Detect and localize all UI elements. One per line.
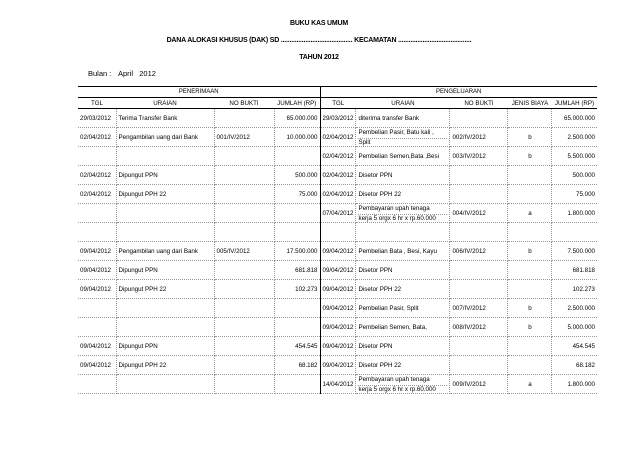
ledger-row xyxy=(78,109,597,128)
document-year: TAHUN 2012 xyxy=(299,54,339,61)
expense-date: 29/03/2012 xyxy=(320,109,356,128)
receipt-amount xyxy=(274,299,320,318)
expense-description-line: Pembelian Pasir, Batu kali , xyxy=(358,128,434,136)
receipt-voucher-number xyxy=(214,109,274,128)
expense-description-line-2: kerja 5 orgx 6 hr x rp.60.000 xyxy=(358,214,447,222)
expense-description-line: Disetor PPN xyxy=(358,171,393,179)
receipt-voucher-number: 001/IV/2012 xyxy=(214,128,274,147)
expense-date: 09/04/2012 xyxy=(320,318,356,337)
expense-voucher-number: 004/IV/2012 xyxy=(450,204,508,223)
receipt-voucher-number xyxy=(214,280,274,299)
receipt-amount: 17.500.000 xyxy=(274,242,320,261)
expense-description xyxy=(356,185,450,204)
receipt-date xyxy=(78,204,116,223)
expense-date: 09/04/2012 xyxy=(320,242,356,261)
expense-description-line-2: Split xyxy=(358,138,447,146)
expense-amount: 5.500.000 xyxy=(552,147,597,166)
expense-voucher-number: 007/IV/2012 xyxy=(450,299,508,318)
expense-description-line: Disetor PPN xyxy=(358,342,393,350)
expense-description-line: diterima transfer Bank xyxy=(358,114,419,122)
receipt-voucher-number xyxy=(214,166,274,185)
receipt-date xyxy=(78,147,116,166)
receipt-voucher-number xyxy=(214,261,274,280)
expense-cost-type: a xyxy=(508,375,552,394)
expense-voucher-number xyxy=(450,337,508,356)
ledger-row xyxy=(78,223,597,242)
expense-cost-type xyxy=(508,261,552,280)
expense-cost-type: b xyxy=(508,147,552,166)
expense-date: 09/04/2012 xyxy=(320,299,356,318)
expense-voucher-number: 002/IV/2012 xyxy=(450,128,508,147)
ledger-row xyxy=(78,166,597,185)
receipt-description: Dipungut PPN xyxy=(116,261,214,280)
expense-description xyxy=(356,147,450,166)
expense-date: 02/04/2012 xyxy=(320,166,356,185)
cash-ledger-table xyxy=(78,86,597,394)
period-label: Bulan : xyxy=(88,69,112,78)
receipt-voucher-number xyxy=(214,318,274,337)
expense-voucher-number xyxy=(450,109,508,128)
receipt-description xyxy=(116,318,214,337)
expense-voucher-number: 006/IV/2012 xyxy=(450,242,508,261)
expense-amount: 75.000 xyxy=(552,185,597,204)
ledger-row xyxy=(78,242,597,261)
receipt-date xyxy=(78,375,116,394)
receipt-voucher-number xyxy=(214,185,274,204)
receipt-description: Dipungut PPH 22 xyxy=(116,185,214,204)
receipt-date xyxy=(78,223,116,242)
period-value: April 2012 xyxy=(118,69,156,78)
receipt-amount xyxy=(274,223,320,242)
receipt-voucher-number xyxy=(214,337,274,356)
expense-date: 09/04/2012 xyxy=(320,337,356,356)
expense-amount: 1.800.000 xyxy=(552,204,597,223)
expense-description xyxy=(356,204,450,223)
receipt-description: Pengambilan uang dari Bank xyxy=(116,128,214,147)
receipts-section-label: PENERIMAAN xyxy=(78,87,320,98)
col-header-expense-date: TGL xyxy=(320,98,356,109)
expense-description xyxy=(356,337,450,356)
col-header-expense-amount: JUMLAH (RP) xyxy=(552,98,597,109)
receipt-voucher-number xyxy=(214,223,274,242)
receipt-description: Dipungut PPN xyxy=(116,337,214,356)
expense-cost-type: a xyxy=(508,204,552,223)
receipt-amount xyxy=(274,204,320,223)
expense-amount: 2.500.000 xyxy=(552,128,597,147)
ledger-row xyxy=(78,261,597,280)
receipt-amount: 68.182 xyxy=(274,356,320,375)
expense-voucher-number xyxy=(450,166,508,185)
receipt-voucher-number xyxy=(214,356,274,375)
expense-description xyxy=(356,261,450,280)
expense-description-line: Disetor PPN xyxy=(358,266,393,274)
receipt-amount xyxy=(274,318,320,337)
document-subtitle: DANA ALOKASI KHUSUS (DAK) SD ......................................... KECAMATAN .......................................... xyxy=(166,37,472,44)
expense-cost-type: b xyxy=(508,242,552,261)
col-header-expense-voucher: NO BUKTI xyxy=(450,98,508,109)
expense-date: 09/04/2012 xyxy=(320,261,356,280)
col-header-expense-description: URAIAN xyxy=(356,98,450,109)
receipt-date: 02/04/2012 xyxy=(78,128,116,147)
expense-date: 09/04/2012 xyxy=(320,356,356,375)
ledger-row xyxy=(78,280,597,299)
receipt-amount: 65.000.000 xyxy=(274,109,320,128)
expense-voucher-number xyxy=(450,185,508,204)
expense-description xyxy=(356,223,450,242)
col-header-receipt-description: URAIAN xyxy=(116,98,214,109)
expense-description-line: Pembelian Semen, Bata, xyxy=(358,323,427,331)
receipt-amount xyxy=(274,147,320,166)
expense-date: 09/04/2012 xyxy=(320,280,356,299)
receipt-description: Dipungut PPH 22 xyxy=(116,280,214,299)
expense-amount: 681.818 xyxy=(552,261,597,280)
col-header-receipt-amount: JUMLAH (RP) xyxy=(274,98,320,109)
expense-voucher-number xyxy=(450,280,508,299)
receipt-date: 02/04/2012 xyxy=(78,185,116,204)
receipt-description: Dipungut PPN xyxy=(116,166,214,185)
expense-description xyxy=(356,318,450,337)
expense-description-line: Disetor PPH 22 xyxy=(358,361,402,369)
expense-description xyxy=(356,242,450,261)
expense-amount: 5.000.000 xyxy=(552,318,597,337)
expense-date: 02/04/2012 xyxy=(320,147,356,166)
expense-amount: 65.000.000 xyxy=(552,109,597,128)
section-header-row xyxy=(78,87,597,98)
receipt-description: Pengambilan uang dari Bank xyxy=(116,242,214,261)
col-header-receipt-voucher: NO BUKTI xyxy=(214,98,274,109)
expense-amount: 500.000 xyxy=(552,166,597,185)
col-header-expense-cost-type: JENIS BIAYA xyxy=(508,98,552,109)
receipt-amount: 500.000 xyxy=(274,166,320,185)
receipt-date: 29/03/2012 xyxy=(78,109,116,128)
expense-description-line-2: kerja 5 orgx 6 hr x rp.60.000 xyxy=(358,385,447,393)
expense-cost-type xyxy=(508,185,552,204)
receipt-date xyxy=(78,299,116,318)
ledger-row xyxy=(78,204,597,223)
ledger-row xyxy=(78,128,597,147)
receipt-amount: 10.000.000 xyxy=(274,128,320,147)
expense-amount xyxy=(552,223,597,242)
expense-voucher-number xyxy=(450,261,508,280)
receipt-date: 09/04/2012 xyxy=(78,261,116,280)
ledger-row xyxy=(78,147,597,166)
receipt-date: 09/04/2012 xyxy=(78,280,116,299)
receipt-description xyxy=(116,147,214,166)
receipt-voucher-number xyxy=(214,204,274,223)
expense-voucher-number xyxy=(450,356,508,375)
expense-amount: 102.273 xyxy=(552,280,597,299)
expense-description xyxy=(356,109,450,128)
expense-date: 02/04/2012 xyxy=(320,185,356,204)
expense-voucher-number: 003/IV/2012 xyxy=(450,147,508,166)
expense-date xyxy=(320,223,356,242)
receipt-date: 09/04/2012 xyxy=(78,337,116,356)
expense-voucher-number xyxy=(450,223,508,242)
col-header-receipt-date: TGL xyxy=(78,98,116,109)
expense-description-line: Pembayaran upah tenaga xyxy=(358,375,430,383)
expense-description xyxy=(356,299,450,318)
receipt-voucher-number xyxy=(214,299,274,318)
expense-amount: 68.182 xyxy=(552,356,597,375)
expense-cost-type xyxy=(508,166,552,185)
expense-cost-type xyxy=(508,109,552,128)
receipt-voucher-number xyxy=(214,375,274,394)
receipt-description xyxy=(116,299,214,318)
expense-description-line: Pembelian Pasir, Split xyxy=(358,304,419,312)
receipt-voucher-number: 005/IV/2012 xyxy=(214,242,274,261)
document-title: BUKU KAS UMUM xyxy=(289,20,349,27)
expense-date: 07/04/2012 xyxy=(320,204,356,223)
ledger-row xyxy=(78,185,597,204)
receipt-amount: 102.273 xyxy=(274,280,320,299)
receipt-description: Terima Transfer Bank xyxy=(116,109,214,128)
expense-description-line: Disetor PPH 22 xyxy=(358,285,402,293)
expense-amount: 1.800.000 xyxy=(552,375,597,394)
expense-description-line: Pembelian Bata , Besi, Kayu xyxy=(358,247,437,255)
expense-description-line: Pembayaran upah tenaga xyxy=(358,204,430,212)
expense-date: 14/04/2012 xyxy=(320,375,356,394)
expense-cost-type xyxy=(508,223,552,242)
ledger-row xyxy=(78,299,597,318)
expense-cost-type xyxy=(508,356,552,375)
receipt-voucher-number xyxy=(214,147,274,166)
expense-voucher-number: 008/IV/2012 xyxy=(450,318,508,337)
receipt-amount: 454.545 xyxy=(274,337,320,356)
expense-description xyxy=(356,280,450,299)
expense-cost-type: b xyxy=(508,318,552,337)
receipt-date: 09/04/2012 xyxy=(78,242,116,261)
expense-cost-type: b xyxy=(508,299,552,318)
expense-description xyxy=(356,166,450,185)
receipt-date xyxy=(78,318,116,337)
receipt-description: Dipungut PPH 22 xyxy=(116,356,214,375)
receipt-description xyxy=(116,204,214,223)
receipt-date: 09/04/2012 xyxy=(78,356,116,375)
ledger-row xyxy=(78,375,597,394)
expense-date: 02/04/2012 xyxy=(320,128,356,147)
receipt-date: 02/04/2012 xyxy=(78,166,116,185)
receipt-description xyxy=(116,223,214,242)
receipt-description xyxy=(116,375,214,394)
ledger-row xyxy=(78,356,597,375)
expense-description xyxy=(356,128,450,147)
receipt-amount xyxy=(274,375,320,394)
expense-description xyxy=(356,375,450,394)
ledger-row xyxy=(78,337,597,356)
expense-amount: 454.545 xyxy=(552,337,597,356)
expense-voucher-number: 009/IV/2012 xyxy=(450,375,508,394)
expense-description-line: Disetor PPH 22 xyxy=(358,190,402,198)
expense-cost-type: b xyxy=(508,128,552,147)
receipt-amount: 681.818 xyxy=(274,261,320,280)
receipt-amount: 75.000 xyxy=(274,185,320,204)
expense-cost-type xyxy=(508,280,552,299)
expenses-section-label: PENGELUARAN xyxy=(320,87,597,98)
expense-description xyxy=(356,356,450,375)
expense-amount: 2.500.000 xyxy=(552,299,597,318)
expense-description-line: Pembelian Semen,Bata ,Besi xyxy=(358,152,439,160)
expense-cost-type xyxy=(508,337,552,356)
expense-amount: 7.500.000 xyxy=(552,242,597,261)
ledger-row xyxy=(78,318,597,337)
column-header-row xyxy=(78,98,597,109)
